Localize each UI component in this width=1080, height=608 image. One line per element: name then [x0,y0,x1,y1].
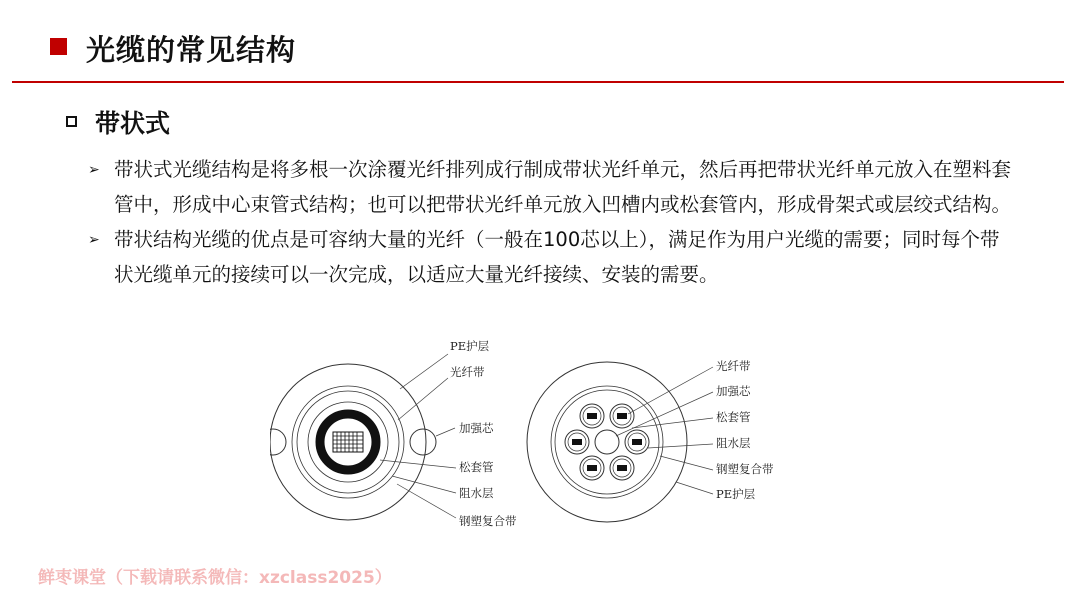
slide-title: 光缆的常见结构 [86,33,297,67]
bullet-item [88,222,1018,292]
title-divider [12,81,1064,83]
left-label-fiber-ribbon: 光纤带 [450,365,485,379]
watermark-text: 鲜枣课堂（下载请联系微信：xzclass2025） [38,568,392,588]
bullet-list [88,152,1018,292]
ribbon-units [572,413,642,471]
left-label-loose-tube: 松套管 [459,460,494,474]
cable-structure-diagram [270,332,800,542]
right-label-strength-member: 加强芯 [716,384,751,398]
left-label-strength-member: 加强芯 [459,421,494,435]
stranded-tube-cable-diagram [527,362,687,522]
left-leader-lines [380,354,456,518]
central-tube-cable-diagram [270,364,436,520]
section-bullet-box [66,116,77,127]
right-label-steel-tape: 钢塑复合带 [716,462,774,476]
bullet-text: 带状结构光缆的优点是可容纳大量的光纤（一般在100芯以上），满足作为用户光缆的需要；同时每个带状光缆单元的接续可以一次完成，以适应大量光纤接续、安装的需要。 [114,228,1000,286]
strength-member-right [410,429,436,455]
left-label-water-block: 阻水层 [459,486,494,500]
strength-member-left [270,429,286,455]
right-label-pe-sheath: PE护层 [716,487,756,501]
title-marker [50,38,67,55]
right-label-water-block: 阻水层 [716,436,751,450]
section-heading: 带状式 [95,109,171,138]
right-central-strength-member [595,430,619,454]
bullet-item [88,152,1018,222]
right-label-fiber-ribbon: 光纤带 [716,359,751,373]
fiber-ribbon-stack [333,432,363,452]
bullet-text: 带状式光缆结构是将多根一次涂覆光纤排列成行制成带状光纤单元，然后再把带状光纤单元放入在塑料套管中，形成中心束管式结构；也可以把带状光纤单元放入凹槽内或松套管内，形成骨架式或层绞式结构。 [114,158,1012,216]
left-label-steel-tape: 钢塑复合带 [459,514,517,528]
right-label-loose-tube: 松套管 [716,410,751,424]
arrow-bullet-icon: ➢ [88,162,100,178]
left-label-pe-sheath: PE护层 [450,339,490,353]
arrow-bullet-icon: ➢ [88,232,100,248]
